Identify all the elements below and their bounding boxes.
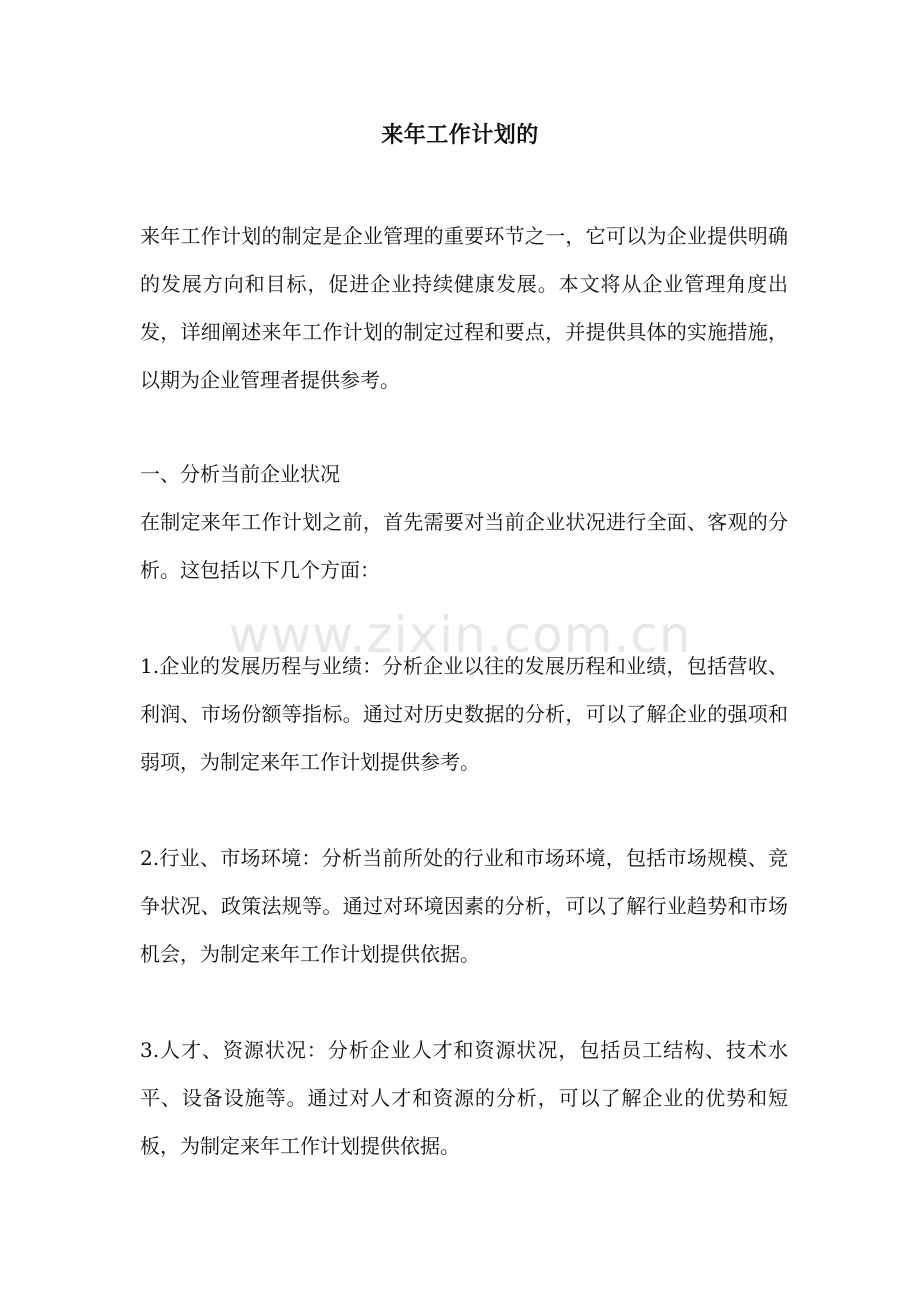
section-lead-paragraph: 在制定来年工作计划之前，首先需要对当前企业状况进行全面、客观的分析。这包括以下几个方面： (140, 510, 788, 582)
list-item: 3.人才、资源状况：分析企业人才和资源状况，包括员工结构、技术水平、设备设施等。通过对人才和资源的分析，可以了解企业的优势和短板，为制定来年工作计划提供依据。 (140, 1038, 788, 1158)
list-item: 2.行业、市场环境：分析当前所处的行业和市场环境，包括市场规模、竞争状况、政策法规等。通过对环境因素的分析，可以了解行业趋势和市场机会，为制定来年工作计划提供依据。 (140, 846, 788, 966)
intro-paragraph: 来年工作计划的制定是企业管理的重要环节之一，它可以为企业提供明确的发展方向和目标，促进企业持续健康发展。本文将从企业管理角度出发，详细阐述来年工作计划的制定过程和要点，并提供具体的实施措施，以期为企业管理者提供参考。 (140, 224, 788, 392)
section-heading: 一、分析当前企业状况 (140, 462, 340, 486)
list-item: 1.企业的发展历程与业绩：分析企业以往的发展历程和业绩，包括营收、利润、市场份额等指标。通过对历史数据的分析，可以了解企业的强项和弱项，为制定来年工作计划提供参考。 (140, 654, 788, 774)
document-title: 来年工作计划的 (381, 123, 539, 148)
watermark-text: www.zixin.com.cn (228, 606, 692, 664)
